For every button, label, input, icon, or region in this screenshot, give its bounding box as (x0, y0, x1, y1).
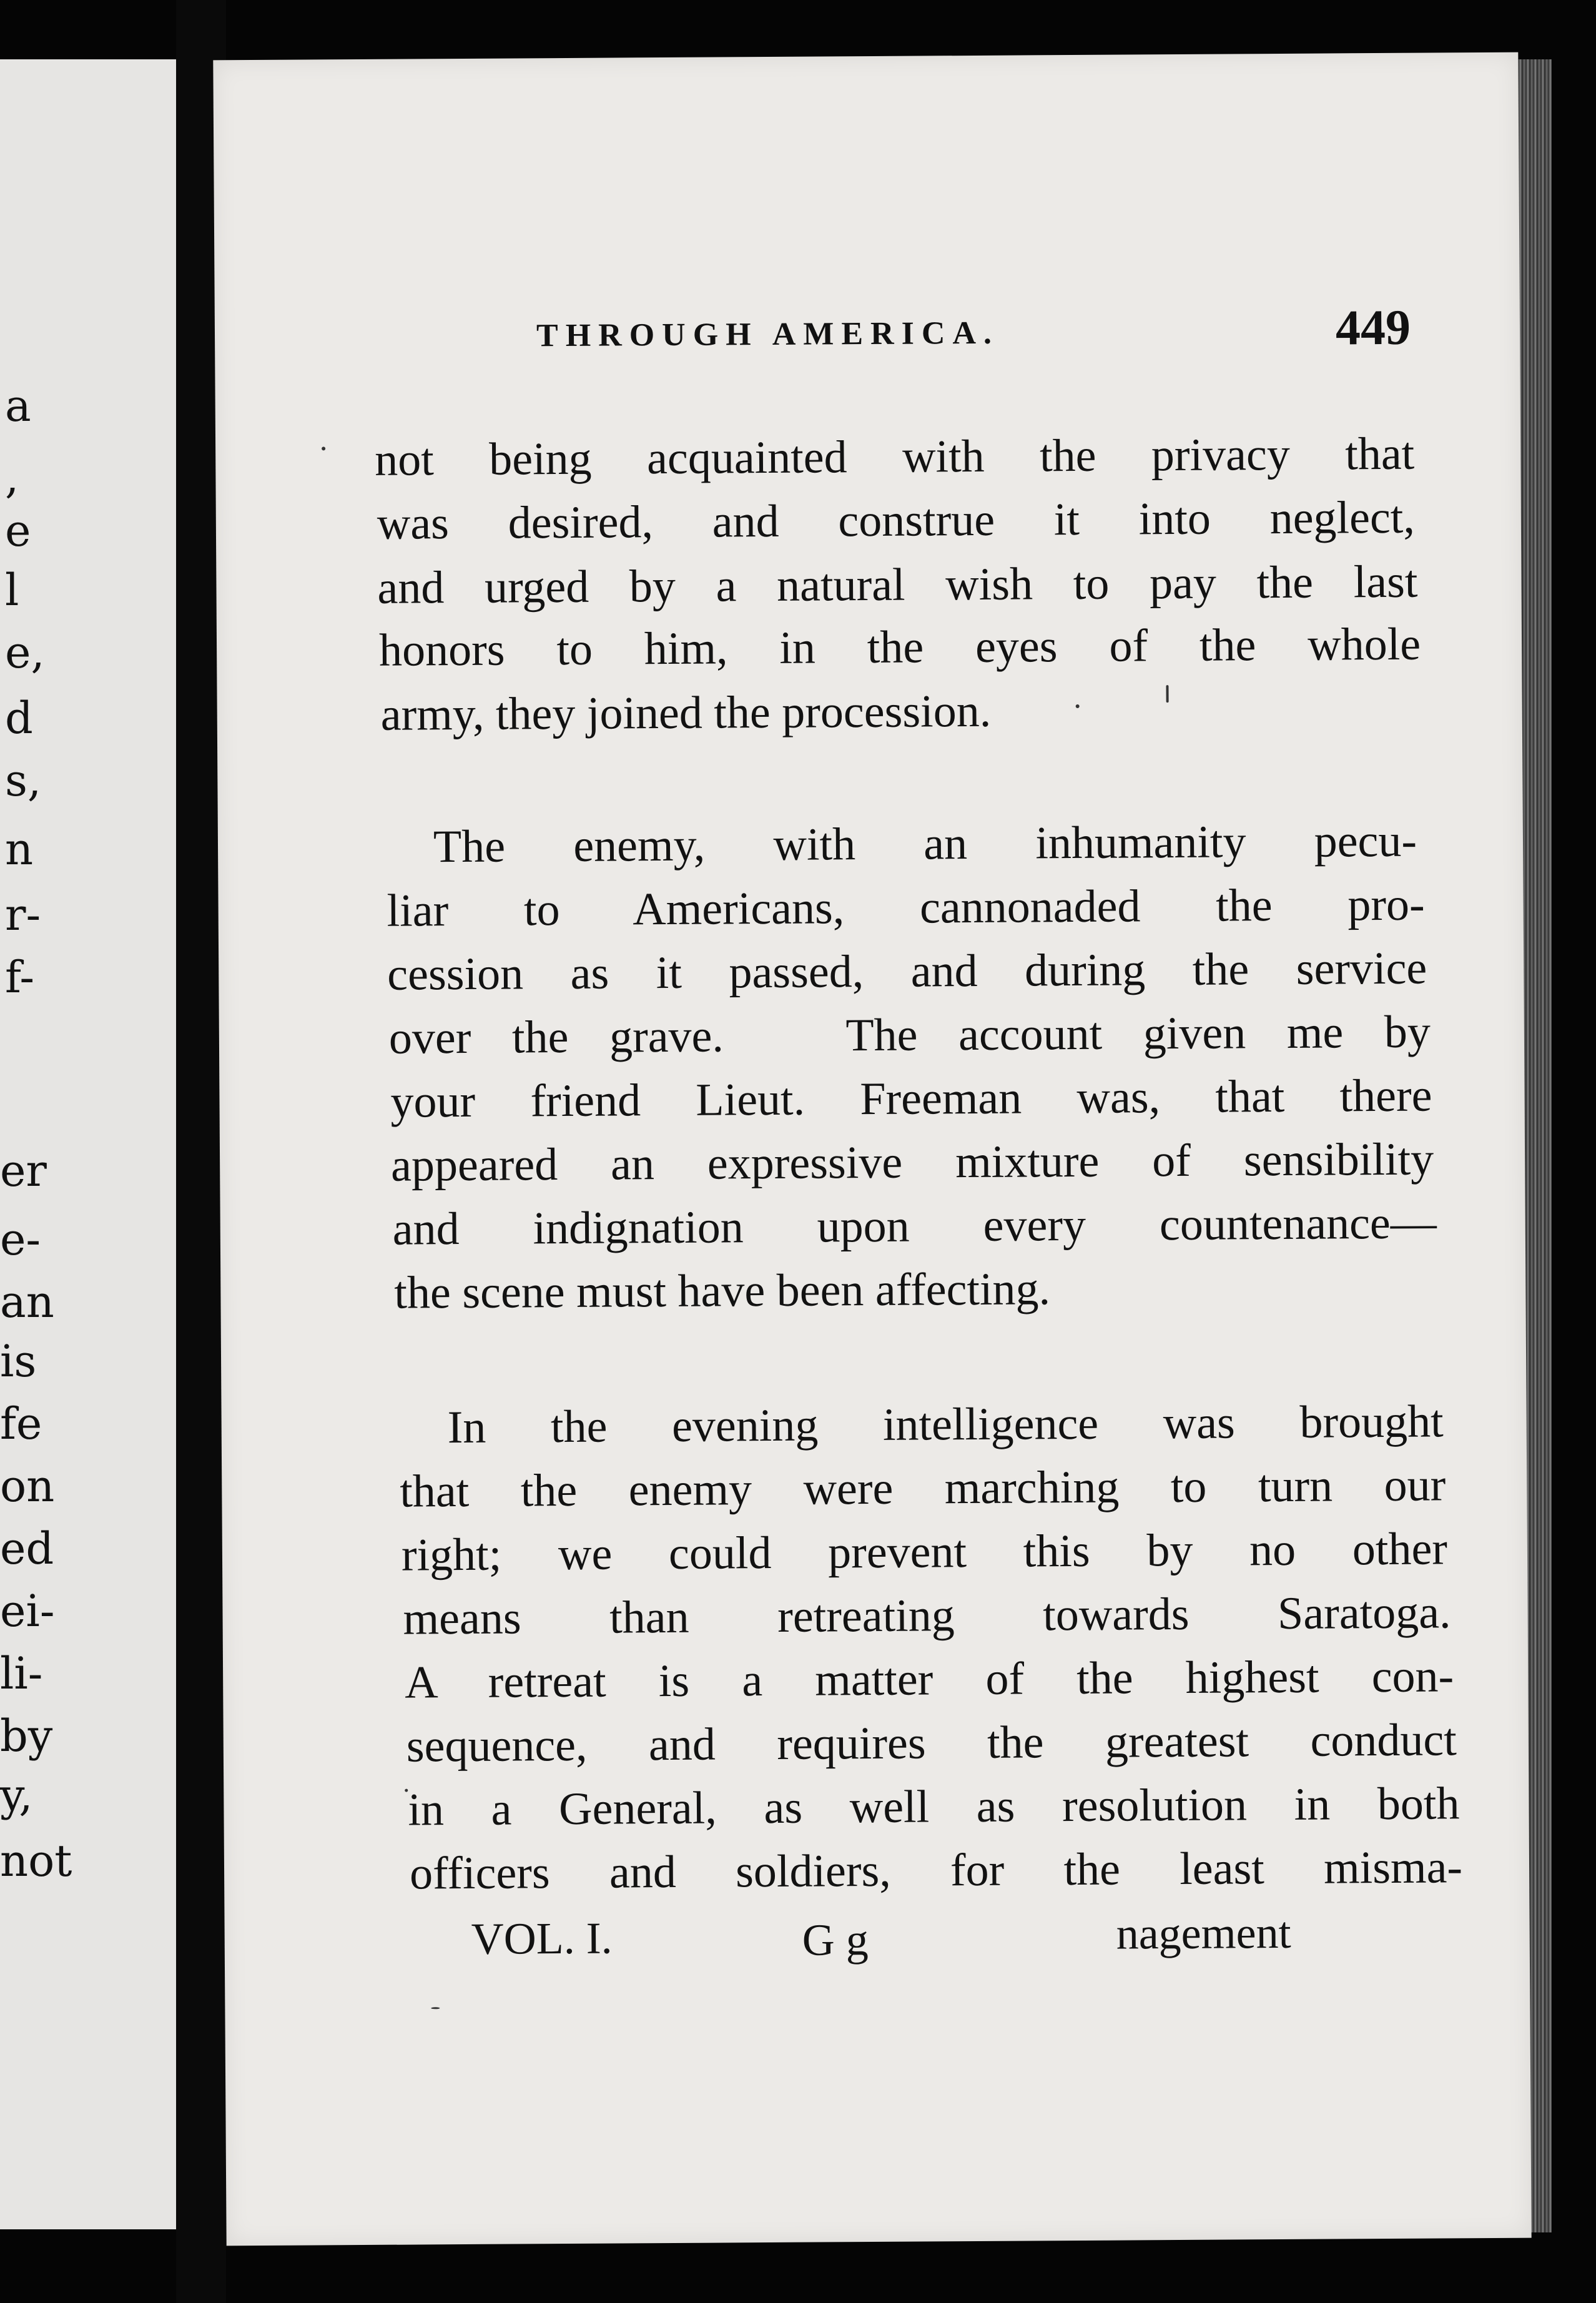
text-line: A retreat is a matter of the highest con- (404, 1650, 1454, 1709)
left-page-fragment: r- (5, 889, 41, 940)
text-line: was desired, and construe it into neglect, (377, 491, 1416, 550)
scan-speck (1076, 704, 1080, 708)
page-number: 449 (1335, 300, 1411, 356)
left-page-fragment: ei- (0, 1585, 55, 1637)
text-line: In the evening intelligence was brought (447, 1396, 1444, 1454)
left-page-fragment: f- (5, 952, 35, 1003)
left-page-fragment: l (5, 565, 19, 616)
left-page-fragment: by (0, 1710, 53, 1762)
running-title: THROUGH AMERICA. (536, 315, 1000, 354)
left-page-fragment: fe (0, 1398, 42, 1449)
text-line: cession as it passed, and during the service (387, 942, 1427, 1000)
text-line: the scene must have been affecting. (394, 1263, 1051, 1319)
text-line: honors to him, in the eyes of the whole (378, 618, 1421, 676)
main-page (213, 52, 1531, 2246)
text-line: that the enemy were marching to turn our (400, 1459, 1446, 1517)
text-line: officers and soldiers, for the least misma- (409, 1842, 1463, 1900)
left-page-fragment: not (0, 1835, 72, 1886)
left-page-fragment: li- (0, 1648, 43, 1699)
text-line: over the grave. The account given me by (388, 1006, 1431, 1064)
text-line: The enemy, with an inhumanity pecu- (433, 815, 1417, 873)
left-page-fragment: ed (0, 1523, 54, 1574)
catchword: nagement (1116, 1907, 1291, 1959)
left-page-fragment: e (5, 505, 31, 556)
text-line: means than retreating towards Saratoga. (403, 1587, 1451, 1645)
scan-speck (431, 2007, 440, 2009)
text-line: army, they joined the procession. (380, 685, 992, 741)
text-line: and indignation upon every countenance— (392, 1197, 1437, 1255)
running-head (536, 299, 1442, 380)
left-page-fragment: d (5, 693, 33, 744)
text-line: right; we could prevent this by no other (401, 1523, 1448, 1581)
left-facing-page (0, 59, 178, 2229)
left-page-fragment: on (0, 1461, 55, 1512)
text-line: liar to Americans, cannonaded the pro- (387, 879, 1425, 937)
left-page-fragment: an (0, 1276, 54, 1328)
volume-mark: VOL. I. (471, 1913, 613, 1964)
left-page-fragment: e- (0, 1214, 41, 1265)
left-page-fragment: , (5, 452, 19, 503)
text-line: sequence, and requires the greatest conduct (406, 1714, 1457, 1772)
text-line: appeared an expressive mixture of sensibility (390, 1133, 1434, 1191)
text-line: and urged by a natural wish to pay the last (377, 556, 1418, 614)
left-page-fragment: s, (5, 755, 42, 806)
text-line: in a General, as well as resolution in both (408, 1778, 1460, 1836)
left-page-fragment: e, (5, 627, 45, 678)
left-page-fragment: is (0, 1336, 37, 1387)
scan-speck (405, 1789, 408, 1792)
left-page-fragment: y, (0, 1770, 33, 1821)
text-line: not being acquainted with the privacy that (374, 428, 1415, 486)
left-page-fragment: er (0, 1145, 47, 1196)
scan-speck (1166, 685, 1168, 703)
left-page-fragment: n (5, 824, 34, 875)
text-line: your friend Lieut. Freeman was, that there (390, 1070, 1432, 1128)
left-page-fragment: a (5, 380, 31, 432)
signature-mark: G g (802, 1915, 869, 1965)
scan-speck (322, 446, 325, 450)
